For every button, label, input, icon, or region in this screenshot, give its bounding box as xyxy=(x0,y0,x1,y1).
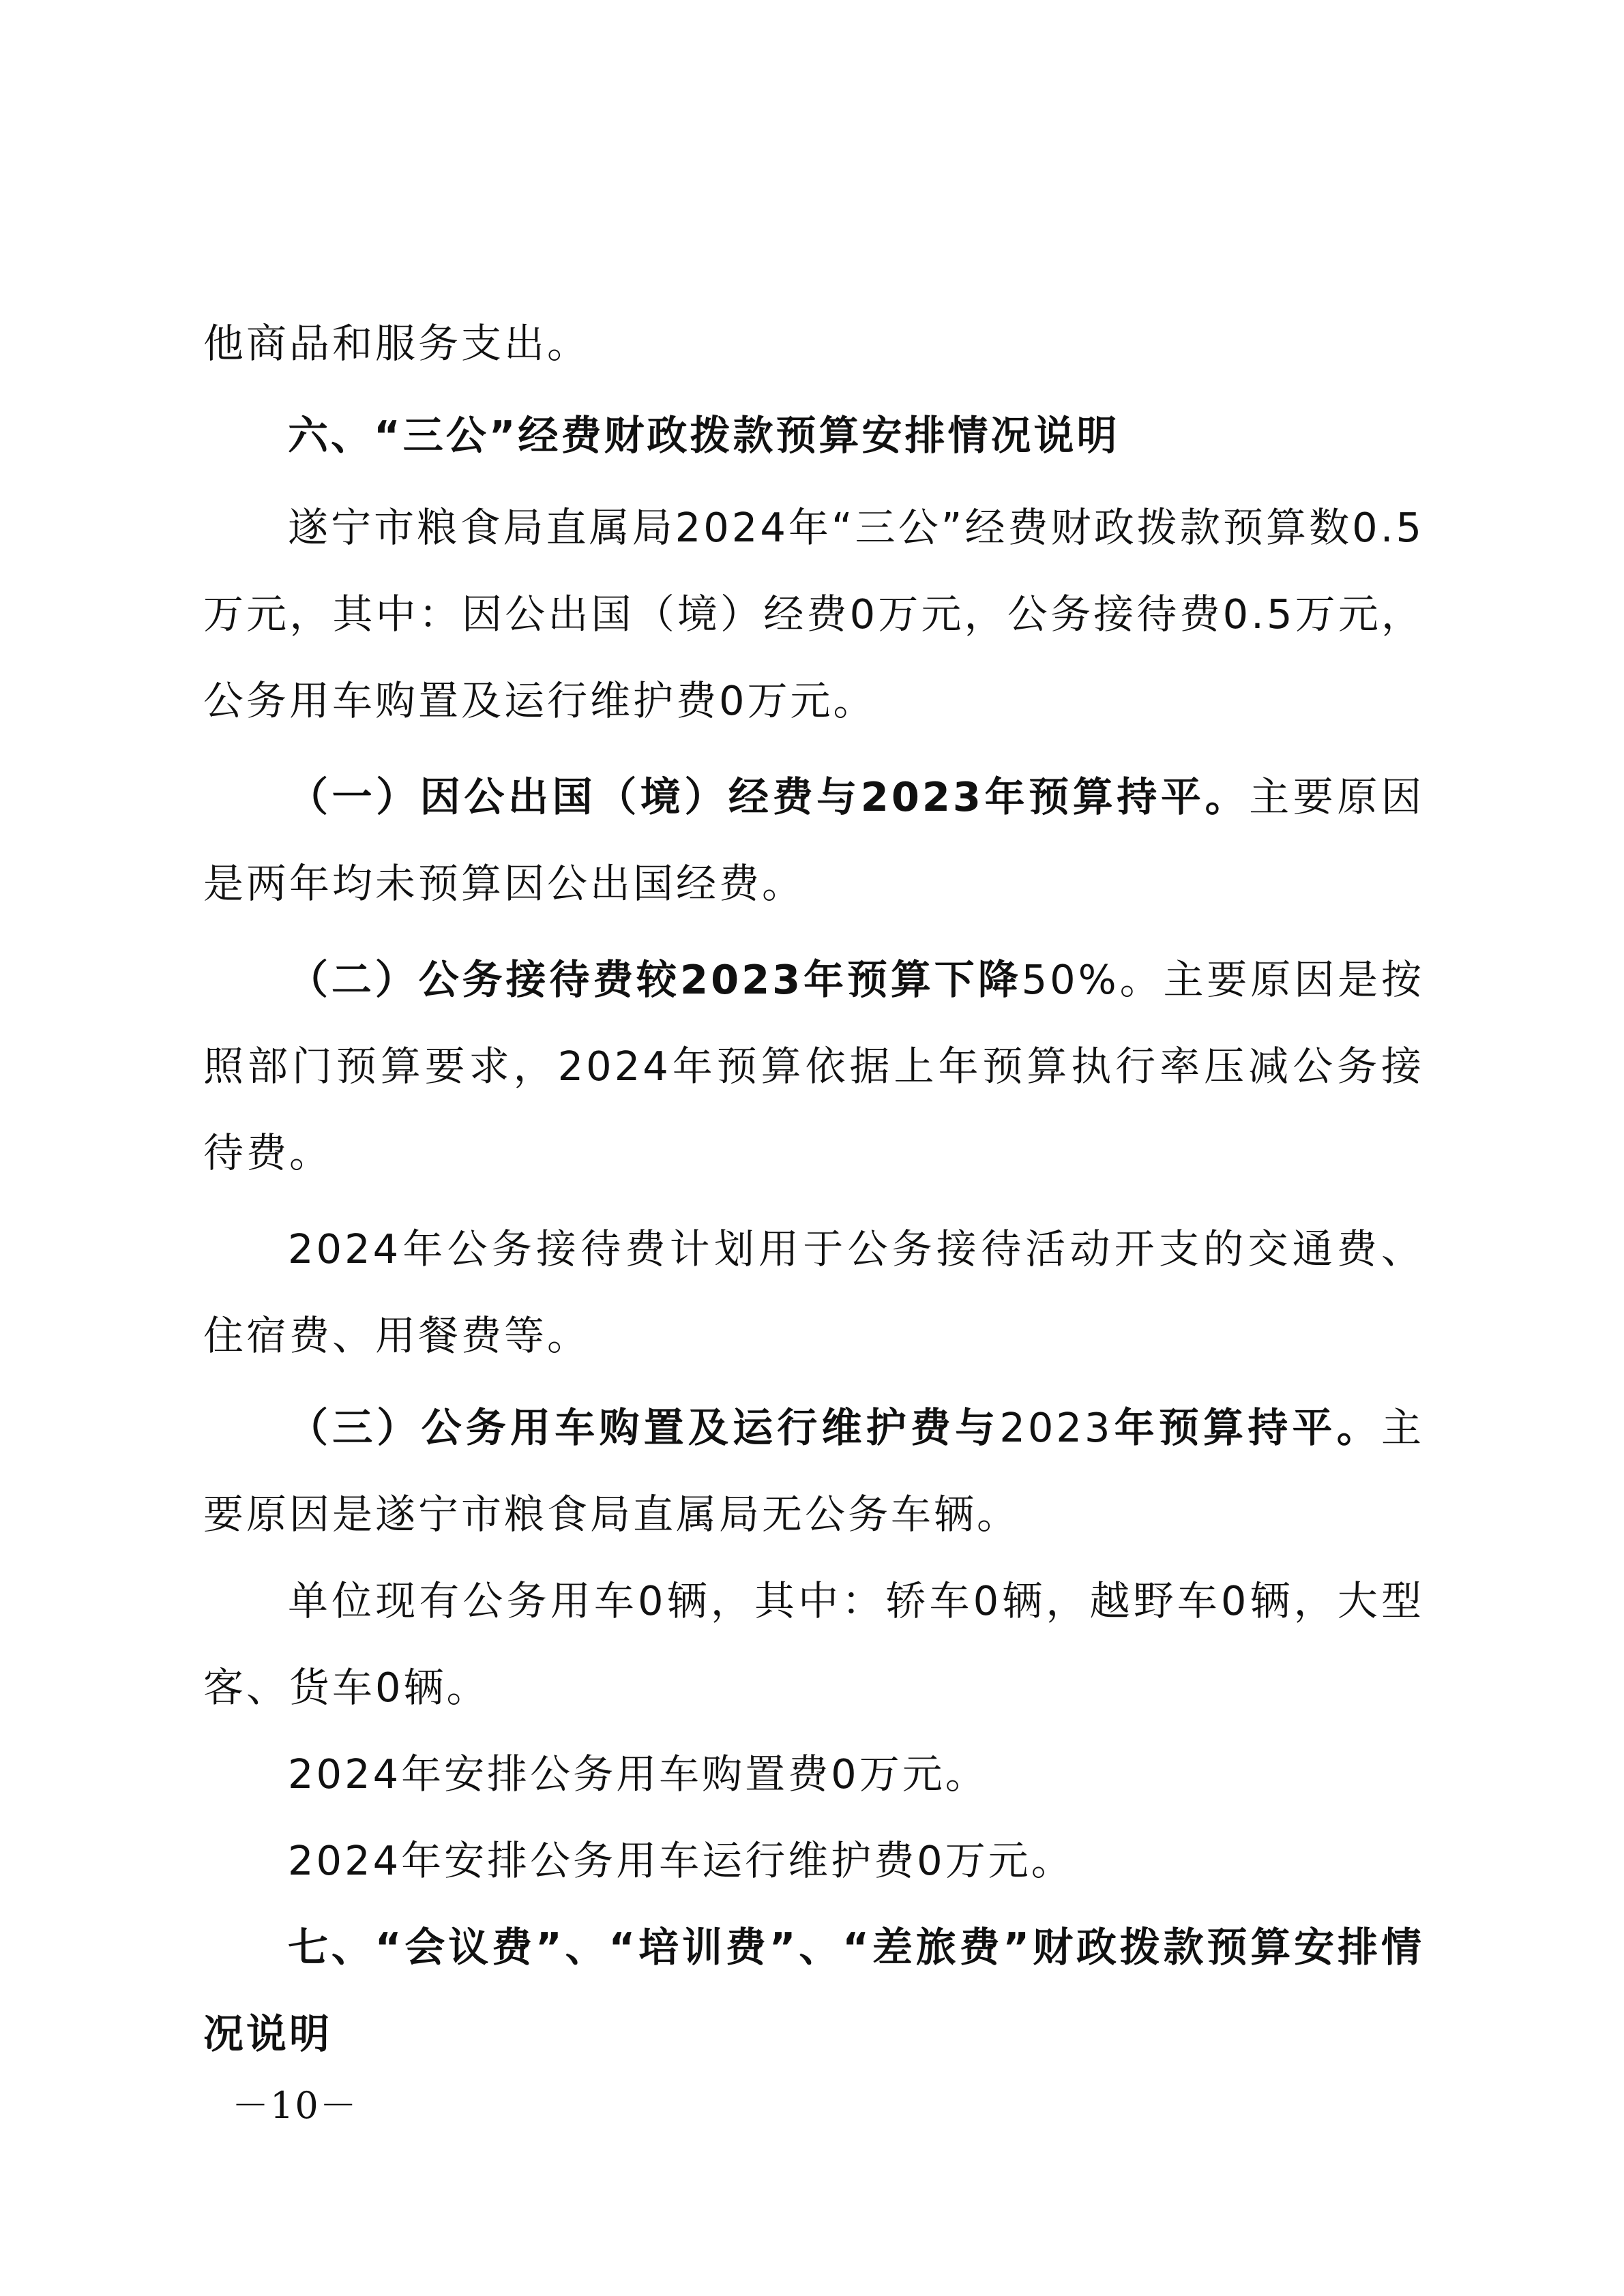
paragraph-vehicle-count: 单位现有公务用车0辆，其中：轿车0辆，越野车0辆，大型客、货车0辆。 xyxy=(203,1577,1424,1711)
paragraph-overseas-expense xyxy=(203,754,1424,927)
body-text xyxy=(203,300,1424,2077)
paragraph-vehicle-expense xyxy=(203,1384,1424,1557)
paragraph-vehicle-maintenance: 2024年安排公务用车运行维护费0万元。 xyxy=(288,1837,1074,1884)
paragraph-text: 主要原因是按照部门预算要求，2024年预算依据上年预算执行率压减公务接待费。 xyxy=(203,956,1424,1176)
paragraph-three-public-summary: 遂宁市粮食局直属局2024年“三公”经费财政拨款预算数0.5万元，其中：因公出国（境）经费0万元，公务接待费0.5万元，公务用车购置及运行维护费0万元。 xyxy=(203,504,1424,724)
paragraph-reception-expense xyxy=(203,936,1424,1196)
paragraph-text: 主要原因是遂宁市粮食局直属局无公务车辆。 xyxy=(203,1404,1424,1538)
paragraph-vehicle-purchase: 2024年安排公务用车购置费0万元。 xyxy=(288,1750,988,1798)
decline-percentage: 50%。 xyxy=(1021,956,1164,1003)
subheading-two: （二）公务接待费较2023年预算下降 xyxy=(288,956,1022,1003)
subheading-year: 2023 xyxy=(999,1404,1113,1451)
page-number: －10－ xyxy=(232,2084,358,2127)
section-heading-six: 六、“三公”经费财政拨款预算安排情况说明 xyxy=(288,412,1120,459)
subheading-three-a: （三）公务用车购置及运行维护费与 xyxy=(288,1404,1000,1451)
paragraph-continued: 他商品和服务支出。 xyxy=(203,320,591,367)
subheading-three-b: 年预算持平。 xyxy=(1112,1404,1381,1451)
subheading-one: （一）因公出国（境）经费与2023年预算持平。 xyxy=(288,773,1250,820)
paragraph-text: 主要原因是两年均未预算因公出国经费。 xyxy=(203,773,1424,907)
section-heading-seven: 七、“会议费”、“培训费”、“差旅费”财政拨款预算安排情况说明 xyxy=(203,1924,1424,2057)
paragraph-reception-plan: 2024年公务接待费计划用于公务接待活动开支的交通费、住宿费、用餐费等。 xyxy=(203,1225,1424,1359)
